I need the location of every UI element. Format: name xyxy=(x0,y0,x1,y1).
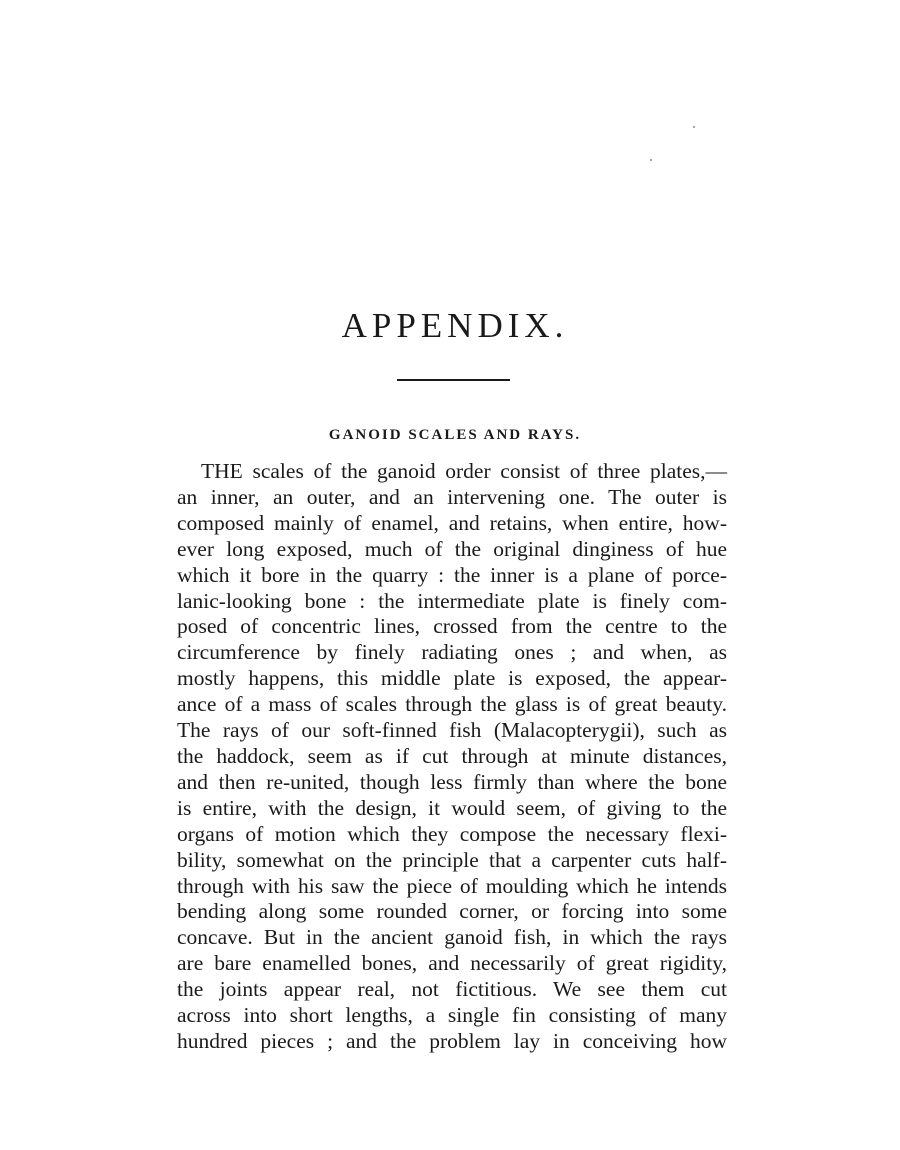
paragraph-line: posed of concentric lines, crossed from the centre to the xyxy=(177,614,727,639)
paper-speck xyxy=(650,159,652,161)
paragraph-line: mostly happens, this middle plate is exposed, the appear- xyxy=(177,666,727,691)
paragraph-line: which it bore in the quarry : the inner is a plane of porce- xyxy=(177,562,727,587)
heading-rule xyxy=(397,379,510,381)
paragraph-line: the joints appear real, not fictitious. We see them cut xyxy=(177,977,727,1002)
paragraph-line: an inner, an outer, and an intervening one. The outer is xyxy=(177,484,727,509)
paragraph-line: hundred pieces ; and the problem lay in conceiving how xyxy=(177,1028,727,1053)
paragraph-line: organs of motion which they compose the necessary flexi- xyxy=(177,821,727,846)
paragraph-line: and then re-united, though less firmly than where the bone xyxy=(177,769,727,794)
paragraph-line: composed mainly of enamel, and retains, when entire, how- xyxy=(177,510,727,535)
paragraph-line: circumference by finely radiating ones ; and when, as xyxy=(177,640,727,665)
paragraph-line: bending along some rounded corner, or forcing into some xyxy=(177,899,727,924)
paragraph-line: is entire, with the design, it would seem, of giving to the xyxy=(177,795,727,820)
paragraph-line: lanic-looking bone : the intermediate plate is finely com- xyxy=(177,588,727,613)
paragraph-line: concave. But in the ancient ganoid fish, in which the rays xyxy=(177,925,727,950)
paragraph-line: bility, somewhat on the principle that a carpenter cuts half- xyxy=(177,847,727,872)
first-word: THE xyxy=(201,459,243,483)
paragraph-line: across into short lengths, a single fin consisting of many xyxy=(177,1003,727,1028)
paragraph-line: ance of a mass of scales through the glass is of great beauty. xyxy=(177,692,727,717)
section-title: GANOID SCALES AND RAYS. xyxy=(328,427,582,443)
paragraph-line: ever long exposed, much of the original dinginess of hue xyxy=(177,536,727,561)
paragraph-line: the haddock, seem as if cut through at minute distances, xyxy=(177,743,727,768)
paper-speck xyxy=(693,126,695,128)
paragraph-line: The rays of our soft-finned fish (Malacopterygii), such as xyxy=(177,718,727,743)
paragraph-line: through with his saw the piece of moulding which he intends xyxy=(177,873,727,898)
appendix-heading: APPENDIX. xyxy=(341,306,569,345)
paragraph-line: are bare enamelled bones, and necessarily of great rigidity, xyxy=(177,951,727,976)
paragraph-line: THE scales of the ganoid order consist of three plates,— xyxy=(201,459,727,483)
appendix-paragraph xyxy=(177,459,727,1055)
